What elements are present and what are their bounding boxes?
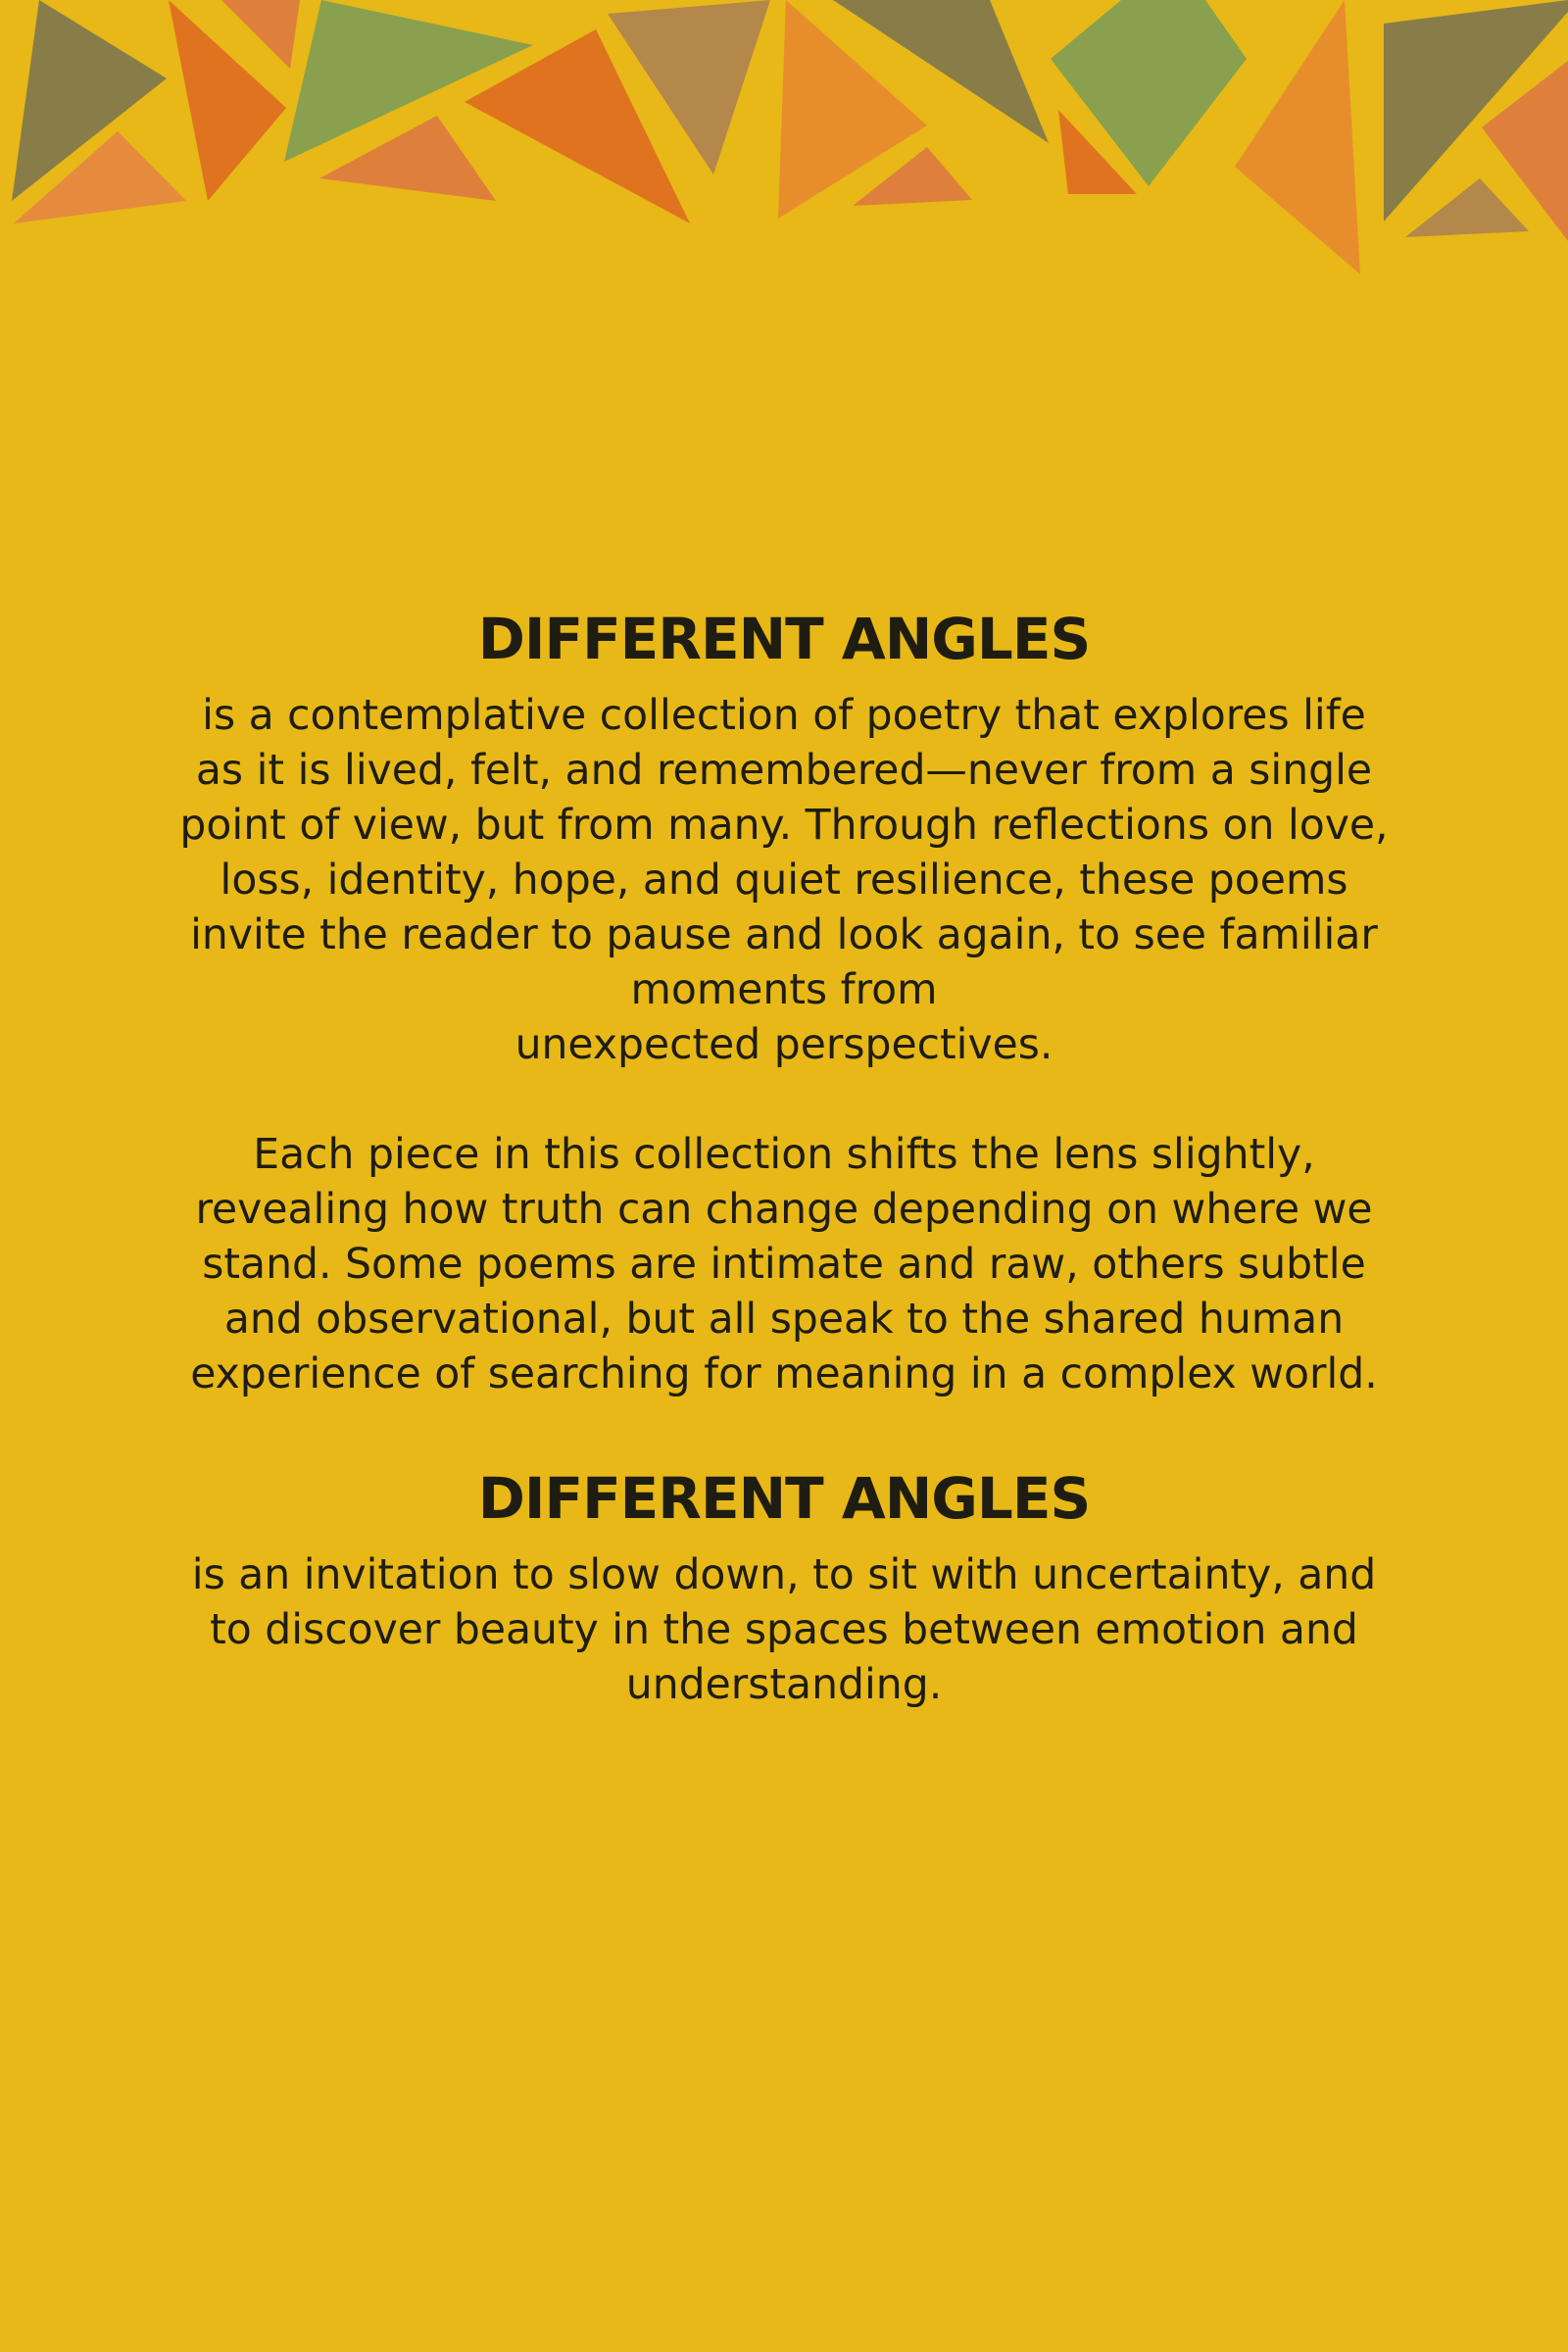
closing-line: is an invitation to slow down, to sit with uncertainty, and (191, 1550, 1377, 1599)
intro-line: point of view, but from many. Through reflections on love, (179, 801, 1389, 850)
intro-line: unexpected perspectives. (514, 1020, 1054, 1069)
collection-line: Each piece in this collection shifts the lens slightly, (253, 1130, 1315, 1179)
collection-paragraph (137, 1128, 1431, 1402)
light-orange-triangle (1235, 0, 1360, 274)
intro-line: loss, identity, hope, and quiet resilience, these poems (220, 856, 1348, 905)
intro-line: moments from (630, 965, 938, 1014)
intro-line: invite the reader to pause and look again, to see familiar (190, 910, 1378, 959)
closing-line: to discover beauty in the spaces between emotion and (210, 1605, 1358, 1654)
closing-paragraph (137, 1548, 1431, 1713)
book-title-heading: DIFFERENT ANGLES (477, 606, 1091, 672)
closing-line: understanding. (625, 1660, 943, 1709)
collection-line: experience of searching for meaning in a complex world. (190, 1349, 1378, 1398)
intro-paragraph (137, 689, 1431, 1073)
intro-line: as it is lived, felt, and remembered—never from a single (195, 746, 1373, 795)
collection-line: stand. Some poems are intimate and raw, others subtle (202, 1240, 1366, 1289)
closing-title-heading: DIFFERENT ANGLES (477, 1464, 1091, 1532)
description-text (137, 608, 1431, 1713)
geometric-triangle-border (0, 0, 1568, 284)
intro-line: is a contemplative collection of poetry that explores life (202, 691, 1366, 740)
light-orange-triangle (221, 0, 300, 69)
brown-triangle (1405, 178, 1529, 237)
collection-line: revealing how truth can change depending on where we (195, 1185, 1373, 1234)
collection-line: and observational, but all speak to the shared human (223, 1295, 1345, 1344)
